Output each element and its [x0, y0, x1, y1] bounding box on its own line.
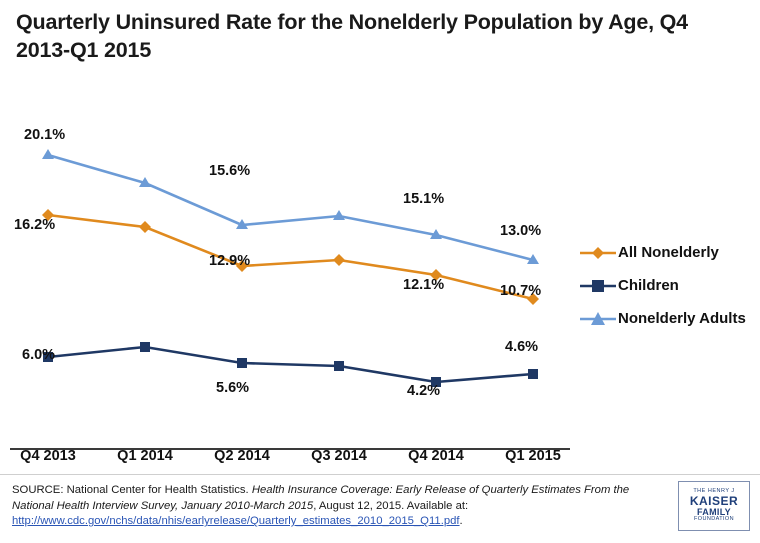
- source-prefix: SOURCE: National Center for Health Statistics.: [12, 484, 252, 496]
- source-mid: , August 12, 2015. Available at:: [313, 499, 469, 512]
- triangle-marker-icon: [578, 310, 618, 328]
- legend-label: All Nonelderly: [618, 244, 719, 261]
- x-tick-label: Q4 2013: [20, 448, 76, 464]
- diamond-marker-icon: [578, 244, 618, 262]
- marker-children: [140, 342, 150, 352]
- data-label: 13.0%: [500, 223, 542, 239]
- data-label: 12.1%: [403, 277, 445, 293]
- x-axis: [0, 440, 760, 474]
- legend-item-children[interactable]: [578, 269, 758, 302]
- logo-line-2: KAISER: [689, 493, 739, 508]
- data-label: 20.1%: [24, 127, 66, 143]
- footer: [0, 474, 760, 543]
- legend-item-all-nonelderly[interactable]: [578, 236, 758, 269]
- marker-children: [528, 369, 538, 379]
- legend-label: Nonelderly Adults: [618, 310, 746, 327]
- source-link[interactable]: http://www.cdc.gov/nchs/data/nhis/earlyrelease/Quarterly_estimates_2010_2015_Q11.pdf: [12, 515, 460, 528]
- marker-children: [334, 361, 344, 371]
- source-note: [12, 483, 672, 530]
- data-label: 10.7%: [500, 283, 542, 299]
- marker-all-nonelderly: [333, 254, 345, 266]
- x-tick-label: Q4 2014: [408, 448, 464, 464]
- x-tick-label: Q1 2015: [505, 448, 561, 464]
- page-title: Quarterly Uninsured Rate for the Nonelderly Population by Age, Q4 2013-Q1 2015: [16, 10, 688, 63]
- data-label: 4.2%: [407, 383, 441, 399]
- data-label: 16.2%: [14, 217, 56, 233]
- series-line-nonelderly-adults: [48, 155, 533, 260]
- series-line-children: [48, 347, 533, 382]
- data-label: 15.1%: [403, 191, 445, 207]
- chart-legend: [578, 236, 758, 335]
- data-label: 4.6%: [505, 339, 539, 355]
- logo-line-3: FAMILY: [697, 506, 731, 517]
- series-line-all-nonelderly: [48, 215, 533, 299]
- marker-nonelderly-adults: [42, 149, 54, 159]
- x-tick-label: Q1 2014: [117, 448, 173, 464]
- logo-line-4: FOUNDATION: [694, 516, 734, 523]
- data-label: 6.0%: [22, 347, 56, 363]
- marker-children: [237, 358, 247, 368]
- logo-line-1: THE HENRY J: [693, 488, 735, 495]
- source-title: Health Insurance Coverage: Early Release of Quarterly Estimates From the National Health Interview Survey, January 2010-March 2015: [12, 484, 630, 512]
- kaiser-family-foundation-logo: [678, 481, 750, 531]
- data-label: 5.6%: [216, 380, 250, 396]
- x-tick-label: Q2 2014: [214, 448, 270, 464]
- source-suffix: .: [459, 515, 463, 528]
- x-tick-label: Q3 2014: [311, 448, 367, 464]
- marker-nonelderly-adults: [333, 210, 345, 220]
- legend-item-nonelderly-adults[interactable]: [578, 302, 758, 335]
- legend-label: Children: [618, 277, 679, 294]
- data-label: 15.6%: [209, 163, 251, 179]
- square-marker-icon: [578, 277, 618, 295]
- marker-all-nonelderly: [139, 221, 151, 233]
- data-label: 12.9%: [209, 253, 251, 269]
